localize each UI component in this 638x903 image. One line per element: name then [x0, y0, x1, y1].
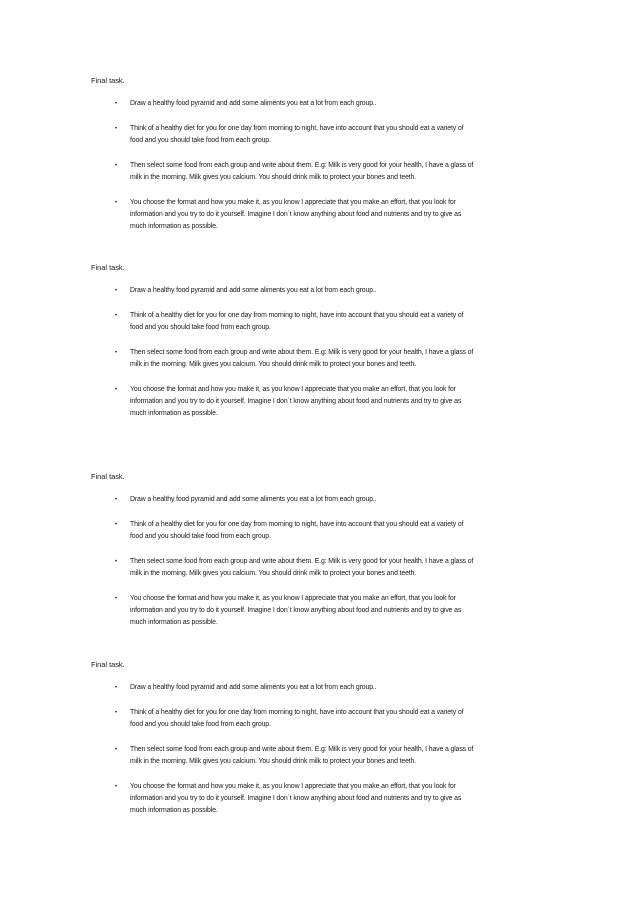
bullet-icon: • — [115, 288, 117, 294]
item-text-line: Then select some food from each group and write about them. E.g: Milk is very good for your health, I have a glass of — [130, 746, 474, 753]
task-list-item — [91, 744, 590, 768]
item-text-line: food and you should take food from each group. — [130, 721, 271, 728]
task-list-item — [91, 556, 590, 580]
item-text-line: much information as possible. — [130, 223, 218, 230]
task-list-item — [91, 494, 590, 506]
task-title: Final task. — [91, 263, 125, 272]
bullet-icon: • — [115, 350, 117, 356]
bullet-icon: • — [115, 710, 117, 716]
bullet-icon: • — [115, 126, 117, 132]
item-text-line: food and you should take food from each group. — [130, 533, 271, 540]
item-text-line: milk in the morning. Milk gives you calcium. You should drink milk to protect your bones and teeth. — [130, 174, 417, 181]
item-text-line: Then select some food from each group and write about them. E.g: Milk is very good for your health, I have a glass of — [130, 558, 474, 565]
bullet-icon: • — [115, 387, 117, 393]
task-block — [91, 76, 551, 230]
item-text-line: much information as possible. — [130, 619, 218, 626]
bullet-icon: • — [115, 101, 117, 107]
item-text-line: Think of a healthy diet for you for one day from morning to night, have into account that you should eat a variety of — [130, 125, 464, 132]
item-text-line: milk in the morning. Milk gives you calcium. You should drink milk to protect your bones and teeth. — [130, 570, 417, 577]
bullet-icon: • — [115, 685, 117, 691]
task-title: Final task. — [91, 472, 125, 481]
task-list-item — [91, 682, 590, 694]
item-text-line: information and you try to do it yourself. Imagine I don´t know anything about food and nutrients and try to give as — [130, 607, 462, 614]
task-block — [91, 472, 551, 626]
item-text-line: information and you try to do it yourself. Imagine I don´t know anything about food and nutrients and try to give as — [130, 795, 462, 802]
task-list-item — [91, 347, 590, 371]
item-text-line: food and you should take food from each group. — [130, 137, 271, 144]
bullet-icon: • — [115, 200, 117, 206]
task-list-item — [91, 310, 590, 334]
item-text-line: information and you try to do it yourself. Imagine I don´t know anything about food and nutrients and try to give as — [130, 398, 462, 405]
task-list-item — [91, 384, 590, 420]
bullet-icon: • — [115, 522, 117, 528]
bullet-icon: • — [115, 784, 117, 790]
item-text-line: You choose the format and how you make it, as you know I appreciate that you make an effort, that you look for — [130, 199, 456, 206]
item-text-line: milk in the morning. Milk gives you calcium. You should drink milk to protect your bones and teeth. — [130, 361, 417, 368]
item-text-line: food and you should take food from each group. — [130, 324, 271, 331]
item-text-line: You choose the format and how you make it, as you know I appreciate that you make an effort, that you look for — [130, 783, 456, 790]
bullet-icon: • — [115, 596, 117, 602]
bullet-icon: • — [115, 497, 117, 503]
bullet-icon: • — [115, 313, 117, 319]
item-text-line: much information as possible. — [130, 807, 218, 814]
item-text-line: You choose the format and how you make it, as you know I appreciate that you make an effort, that you look for — [130, 386, 456, 393]
bullet-icon: • — [115, 747, 117, 753]
task-list-item — [91, 123, 590, 147]
item-text-line: much information as possible. — [130, 410, 218, 417]
task-list-item — [91, 519, 590, 543]
task-list-item — [91, 160, 590, 184]
item-text-line: Draw a healthy food pyramid and add some aliments you eat a lot from each group.. — [130, 496, 377, 503]
item-text-line: Draw a healthy food pyramid and add some aliments you eat a lot from each group.. — [130, 287, 377, 294]
item-text-line: Think of a healthy diet for you for one day from morning to night, have into account that you should eat a variety of — [130, 521, 464, 528]
item-text-line: Think of a healthy diet for you for one day from morning to night, have into account that you should eat a variety of — [130, 709, 464, 716]
task-list-item — [91, 707, 590, 731]
item-text-line: You choose the format and how you make it, as you know I appreciate that you make an effort, that you look for — [130, 595, 456, 602]
item-text-line: Think of a healthy diet for you for one day from morning to night, have into account that you should eat a variety of — [130, 312, 464, 319]
item-text-line: Draw a healthy food pyramid and add some aliments you eat a lot from each group.. — [130, 684, 377, 691]
task-block — [91, 660, 551, 814]
item-text-line: information and you try to do it yourself. Imagine I don´t know anything about food and nutrients and try to give as — [130, 211, 462, 218]
bullet-icon: • — [115, 559, 117, 565]
task-block — [91, 263, 551, 417]
item-text-line: Draw a healthy food pyramid and add some aliments you eat a lot from each group.. — [130, 100, 377, 107]
task-list-item — [91, 98, 590, 110]
item-text-line: milk in the morning. Milk gives you calcium. You should drink milk to protect your bones and teeth. — [130, 758, 417, 765]
task-title: Final task. — [91, 660, 125, 669]
item-text-line: Then select some food from each group and write about them. E.g: Milk is very good for your health, I have a glass of — [130, 349, 474, 356]
bullet-icon: • — [115, 163, 117, 169]
task-list-item — [91, 593, 590, 629]
item-text-line: Then select some food from each group and write about them. E.g: Milk is very good for your health, I have a glass of — [130, 162, 474, 169]
task-list-item — [91, 285, 590, 297]
task-list-item — [91, 781, 590, 817]
task-title: Final task. — [91, 76, 125, 85]
task-list-item — [91, 197, 590, 233]
